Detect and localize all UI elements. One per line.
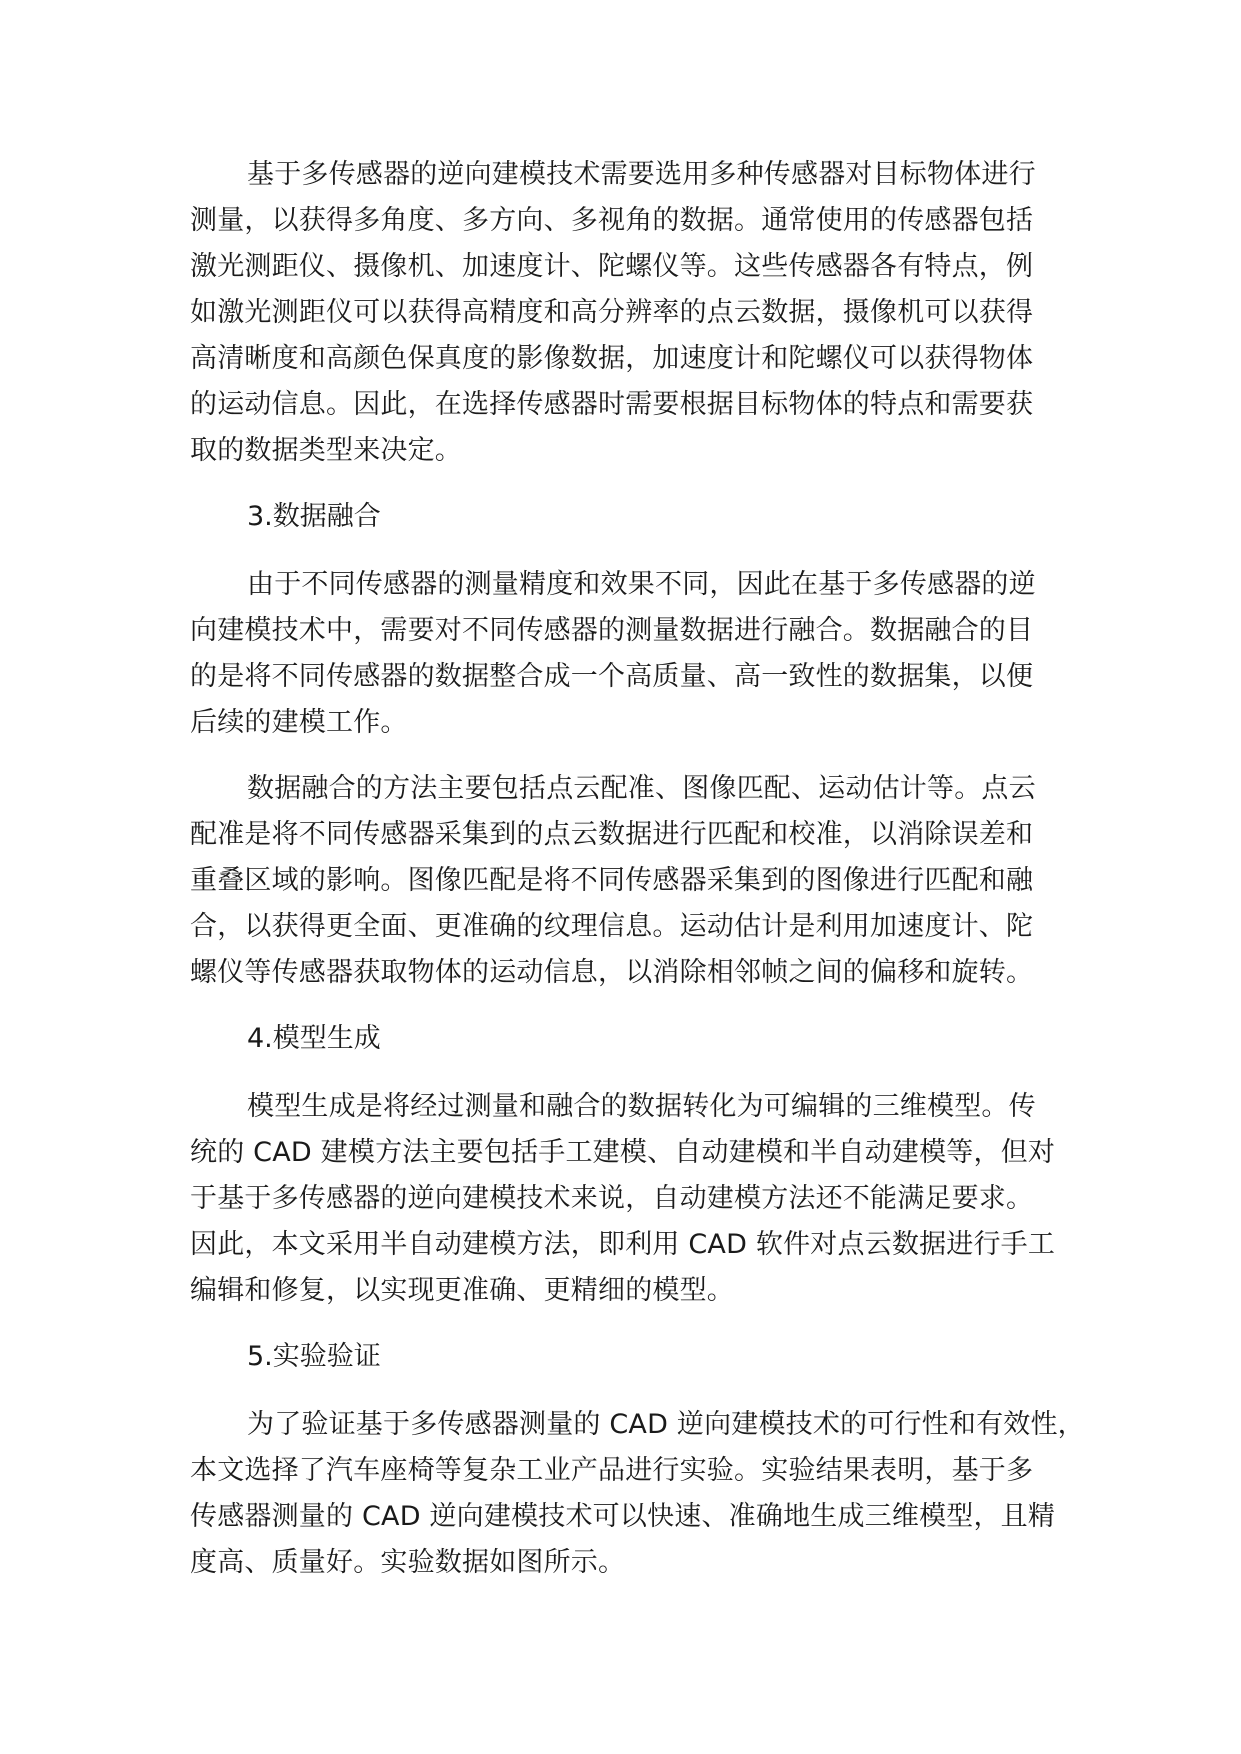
paragraph-line: 编辑和修复，以实现更准确、更精细的模型。 <box>190 1275 734 1306</box>
paragraph-line: 本文选择了汽车座椅等复杂工业产品进行实验。实验结果表明，基于多 <box>190 1455 1034 1486</box>
paragraph-line: 如激光测距仪可以获得高精度和高分辨率的点云数据，摄像机可以获得 <box>190 297 1034 328</box>
paragraph-line: 的运动信息。因此，在选择传感器时需要根据目标物体的特点和需要获 <box>190 389 1034 420</box>
paragraph-line: 度高、质量好。实验数据如图所示。 <box>190 1547 626 1578</box>
paragraph-line: 因此，本文采用半自动建模方法，即利用 CAD 软件对点云数据进行手工 <box>190 1229 1056 1260</box>
paragraph-line: 为了验证基于多传感器测量的 CAD 逆向建模技术的可行性和有效性， <box>247 1409 1085 1440</box>
heading-data-fusion: 3.数据融合 <box>247 501 381 532</box>
paragraph-experiment-validation <box>190 1402 1085 1586</box>
paragraph-line: 模型生成是将经过测量和融合的数据转化为可编辑的三维模型。传 <box>247 1091 1036 1122</box>
paragraph-line: 激光测距仪、摄像机、加速度计、陀螺仪等。这些传感器各有特点，例 <box>190 251 1034 282</box>
paragraph-line: 高清晰度和高颜色保真度的影像数据，加速度计和陀螺仪可以获得物体 <box>190 343 1034 374</box>
paragraph-line: 基于多传感器的逆向建模技术需要选用多种传感器对目标物体进行 <box>247 159 1036 190</box>
paragraph-line: 的是将不同传感器的数据整合成一个高质量、高一致性的数据集，以便 <box>190 661 1034 692</box>
paragraph-model-generation <box>190 1084 1070 1314</box>
paragraph-line: 由于不同传感器的测量精度和效果不同，因此在基于多传感器的逆 <box>247 569 1036 600</box>
paragraph-line: 重叠区域的影响。图像匹配是将不同传感器采集到的图像进行匹配和融 <box>190 865 1034 896</box>
paragraph-line: 测量，以获得多角度、多方向、多视角的数据。通常使用的传感器包括 <box>190 205 1034 236</box>
paragraph-line: 传感器测量的 CAD 逆向建模技术可以快速、准确地生成三维模型，且精 <box>190 1501 1056 1532</box>
paragraph-line: 后续的建模工作。 <box>190 707 408 738</box>
paragraph-line: 合，以获得更全面、更准确的纹理信息。运动估计是利用加速度计、陀 <box>190 911 1034 942</box>
heading-model-generation: 4.模型生成 <box>247 1023 381 1054</box>
paragraph-data-fusion-purpose <box>190 562 1070 746</box>
paragraph-line: 取的数据类型来决定。 <box>190 435 462 466</box>
heading-experiment-validation: 5.实验验证 <box>247 1341 381 1372</box>
document-page <box>190 152 1085 1606</box>
paragraph-line: 数据融合的方法主要包括点云配准、图像匹配、运动估计等。点云 <box>247 773 1036 804</box>
paragraph-line: 统的 CAD 建模方法主要包括手工建模、自动建模和半自动建模等，但对 <box>190 1137 1056 1168</box>
paragraph-data-fusion-methods <box>190 766 1070 996</box>
paragraph-line: 向建模技术中，需要对不同传感器的测量数据进行融合。数据融合的目 <box>190 615 1034 646</box>
paragraph-line: 配准是将不同传感器采集到的点云数据进行匹配和校准，以消除误差和 <box>190 819 1034 850</box>
paragraph-line: 于基于多传感器的逆向建模技术来说，自动建模方法还不能满足要求。 <box>190 1183 1034 1214</box>
paragraph-sensor-selection <box>190 152 1070 474</box>
paragraph-line: 螺仪等传感器获取物体的运动信息，以消除相邻帧之间的偏移和旋转。 <box>190 957 1034 988</box>
